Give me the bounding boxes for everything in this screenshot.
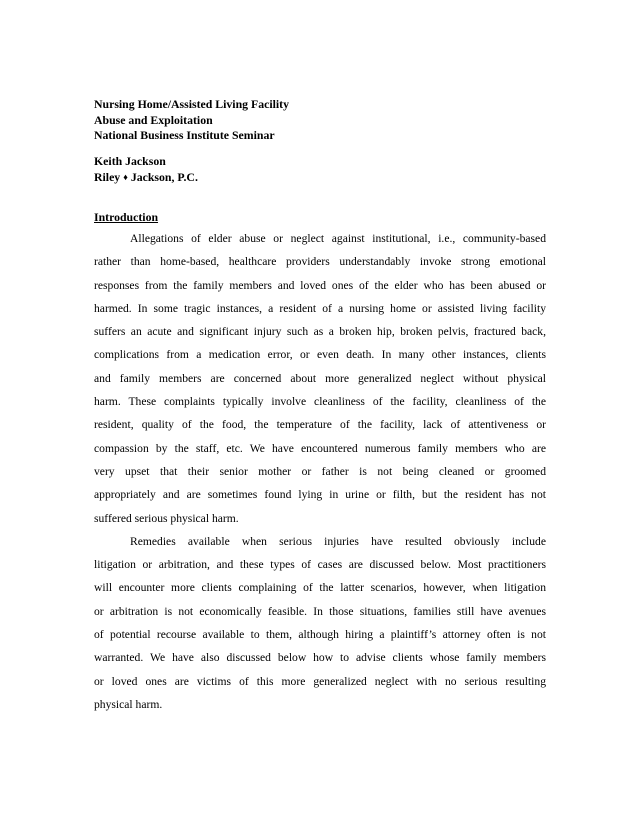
firm-name-part-2: Jackson, P.C.: [130, 169, 198, 184]
paragraph-line: suffered serious physical harm.: [94, 511, 239, 525]
paragraph-line: will encounter more clients complaining of the latter scenarios, however, when litigation: [94, 581, 546, 595]
paragraph-line: or loved ones are victims of this more generalized neglect with no serious resulting: [94, 674, 546, 688]
paragraph-line: harm. These complaints typically involve cleanliness of the facility, cleanliness of the: [94, 395, 546, 409]
paragraph-line: suffers an acute and significant injury such as a broken hip, broken pelvis, fractured back,: [94, 325, 546, 339]
paragraph-line: rather than home-based, healthcare providers understandably invoke strong emotional: [94, 255, 546, 269]
paragraph-line: compassion by the staff, etc. We have encountered numerous family members who are: [94, 441, 546, 455]
title-line-2: Abuse and Exploitation: [94, 112, 213, 127]
paragraph-line: warranted. We have also discussed below how to advise clients whose family members: [94, 651, 546, 665]
paragraph-line: resident, quality of the food, the temperature of the facility, lack of attentiveness or: [94, 418, 546, 432]
title-line-3: National Business Institute Seminar: [94, 128, 275, 143]
paragraph-line: Allegations of elder abuse or neglect against institutional, i.e., community-based: [130, 232, 546, 245]
paragraph-line: complications from a medication error, or even death. In many other instances, clients: [94, 348, 546, 362]
body-text: [94, 227, 546, 716]
paragraph-line: very upset that their senior mother or father is not being cleaned or groomed: [94, 464, 546, 478]
firm-name-part-1: Riley: [94, 169, 121, 184]
document-title-block: [94, 97, 554, 144]
paragraph-line: and family members are concerned about more generalized neglect without physical: [94, 371, 546, 385]
paragraph-line: physical harm.: [94, 697, 163, 711]
paragraph-line: Remedies available when serious injuries have resulted obviously include: [130, 534, 546, 548]
paragraph-line: harmed. In some tragic instances, a resident of a nursing home or assisted living facility: [94, 301, 546, 315]
author-block: [94, 154, 554, 185]
paragraph-line: appropriately and are sometimes found lying in urine or filth, but the resident has not: [94, 488, 546, 502]
firm-name: [94, 170, 554, 186]
paragraph-line: of potential recourse available to them, although hiring a plaintiff’s attorney often is not: [94, 628, 546, 642]
paragraph-line: or arbitration is not economically feasible. In those situations, families still have avenues: [94, 604, 546, 618]
paragraph-line: responses from the family members and loved ones of the elder who has been abused or: [94, 278, 546, 292]
paragraph-line: litigation or arbitration, and these types of cases are discussed below. Most practitioners: [94, 558, 546, 572]
paragraph-2: [94, 530, 546, 716]
title-line-1: Nursing Home/Assisted Living Facility: [94, 97, 289, 111]
section-heading-introduction: Introduction: [94, 210, 159, 224]
author-name: Keith Jackson: [94, 154, 166, 168]
diamond-separator-icon: ♦: [123, 171, 128, 182]
paragraph-1: [94, 227, 546, 530]
